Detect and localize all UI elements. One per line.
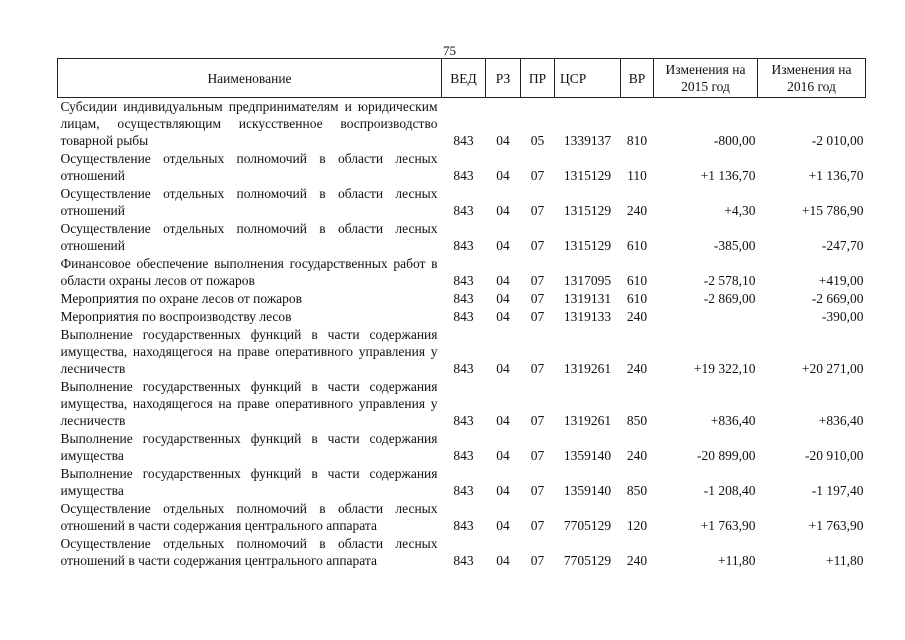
row-name: Мероприятия по воспроизводству лесов (60, 309, 292, 324)
row-change-2015: +1 763,90 (700, 518, 756, 533)
row-name: Выполнение государственных функций в части содержания имущества, находящегося на праве оперативного управления у лесничеств (60, 327, 438, 376)
row-change-2016: -2 010,00 (811, 133, 864, 148)
row-rz: 04 (496, 133, 510, 148)
row-csr: 1359140 (563, 448, 612, 463)
header-2016: Изменения на 2016 год (758, 59, 866, 98)
row-change-2015: +19 322,10 (693, 361, 756, 376)
row-change-2015: -800,00 (713, 133, 756, 148)
row-name: Выполнение государственных функций в части содержания имущества (60, 466, 438, 498)
row-vr: 240 (626, 553, 648, 568)
row-change-2016: +836,40 (818, 413, 864, 428)
row-csr: 7705129 (563, 553, 612, 568)
row-pr: 07 (530, 273, 545, 288)
row-change-2016: -390,00 (821, 309, 864, 324)
row-ved: 843 (453, 273, 474, 288)
row-vr: 240 (626, 203, 648, 218)
row-csr: 1319131 (563, 291, 612, 306)
row-pr: 07 (530, 483, 545, 498)
row-csr: 1315129 (563, 238, 612, 253)
row-pr: 07 (530, 448, 545, 463)
table-row (58, 534, 866, 569)
row-ved: 843 (453, 291, 474, 306)
row-csr: 1339137 (563, 133, 612, 148)
row-csr: 1319261 (563, 413, 612, 428)
table-row (58, 184, 866, 219)
row-ved: 843 (453, 203, 474, 218)
table-row (58, 464, 866, 499)
row-change-2015: +1 136,70 (700, 168, 756, 183)
row-vr: 810 (626, 133, 648, 148)
header-vr: ВР (621, 59, 654, 98)
row-name: Осуществление отдельных полномочий в области лесных отношений (60, 186, 438, 218)
row-change-2015 (654, 307, 758, 325)
row-csr: 1315129 (563, 203, 612, 218)
table-row (58, 429, 866, 464)
row-csr: 7705129 (563, 518, 612, 533)
row-pr: 07 (530, 238, 545, 253)
row-ved: 843 (453, 361, 474, 376)
row-change-2015: +836,40 (710, 413, 756, 428)
row-vr: 610 (626, 291, 648, 306)
row-csr: 1319133 (563, 309, 612, 324)
row-name: Осуществление отдельных полномочий в области лесных отношений в части содержания центрального аппарата (60, 501, 438, 533)
row-vr: 240 (626, 448, 648, 463)
row-change-2015: +4,30 (724, 203, 756, 218)
table-row (58, 307, 866, 325)
row-change-2016: -1 197,40 (811, 483, 864, 498)
header-pr: ПР (521, 59, 555, 98)
row-rz: 04 (496, 273, 510, 288)
row-csr: 1319261 (563, 361, 612, 376)
row-name: Финансовое обеспечение выполнения государственных работ в области охраны лесов от пожаров (60, 256, 438, 288)
row-rz: 04 (496, 553, 510, 568)
row-change-2016: +1 136,70 (808, 168, 864, 183)
row-rz: 04 (496, 483, 510, 498)
row-change-2016: -2 669,00 (811, 291, 864, 306)
row-pr: 07 (530, 203, 545, 218)
row-change-2015: -385,00 (713, 238, 756, 253)
row-pr: 07 (530, 361, 545, 376)
row-change-2015: +11,80 (718, 553, 756, 568)
header-name: Наименование (58, 59, 442, 98)
row-vr: 610 (626, 238, 648, 253)
row-change-2015: -20 899,00 (697, 448, 756, 463)
row-ved: 843 (453, 483, 474, 498)
table-row (58, 325, 866, 377)
table-row (58, 377, 866, 429)
row-rz: 04 (496, 361, 510, 376)
row-pr: 07 (530, 413, 545, 428)
row-change-2016: +419,00 (818, 273, 864, 288)
row-ved: 843 (453, 309, 474, 324)
row-change-2015: -1 208,40 (703, 483, 756, 498)
header-csr: ЦСР (555, 59, 621, 98)
table-row (58, 219, 866, 254)
row-pr: 07 (530, 291, 545, 306)
table-row (58, 98, 866, 150)
row-rz: 04 (496, 238, 510, 253)
row-change-2016: +11,80 (826, 553, 864, 568)
row-ved: 843 (453, 553, 474, 568)
table-row (58, 254, 866, 289)
row-vr: 850 (626, 483, 648, 498)
row-ved: 843 (453, 518, 474, 533)
table-row (58, 149, 866, 184)
header-ved: ВЕД (442, 59, 486, 98)
row-name: Осуществление отдельных полномочий в области лесных отношений в части содержания центрального аппарата (60, 536, 438, 568)
row-rz: 04 (496, 203, 510, 218)
row-name: Субсидии индивидуальным предпринимателям и юридическим лицам, осуществляющим искусственное воспроизводство товарной рыбы (60, 99, 438, 148)
row-ved: 843 (453, 448, 474, 463)
row-change-2015: -2 578,10 (703, 273, 756, 288)
row-change-2016: +15 786,90 (801, 203, 864, 218)
row-rz: 04 (496, 291, 510, 306)
row-vr: 610 (626, 273, 648, 288)
row-pr: 07 (530, 553, 545, 568)
row-change-2016: +1 763,90 (808, 518, 864, 533)
row-vr: 240 (626, 361, 648, 376)
row-ved: 843 (453, 413, 474, 428)
row-rz: 04 (496, 518, 510, 533)
row-ved: 843 (453, 238, 474, 253)
row-name: Осуществление отдельных полномочий в области лесных отношений (60, 151, 438, 183)
row-name: Мероприятия по охране лесов от пожаров (60, 291, 303, 306)
page-number: 75 (443, 43, 456, 58)
row-change-2016: -247,70 (821, 238, 864, 253)
table-body (58, 98, 866, 570)
table-row (58, 289, 866, 307)
table-header (58, 59, 866, 98)
row-change-2016: +20 271,00 (801, 361, 864, 376)
row-vr: 110 (627, 168, 647, 183)
row-name: Выполнение государственных функций в части содержания имущества (60, 431, 438, 463)
row-pr: 07 (530, 309, 545, 324)
row-change-2016: -20 910,00 (805, 448, 864, 463)
row-csr: 1359140 (563, 483, 612, 498)
row-pr: 07 (530, 168, 545, 183)
row-pr: 07 (530, 518, 545, 533)
row-vr: 120 (626, 518, 648, 533)
table-row (58, 499, 866, 534)
header-2015: Изменения на 2015 год (654, 59, 758, 98)
row-csr: 1317095 (563, 273, 612, 288)
row-name: Осуществление отдельных полномочий в области лесных отношений (60, 221, 438, 253)
row-rz: 04 (496, 413, 510, 428)
row-rz: 04 (496, 168, 510, 183)
row-name: Выполнение государственных функций в части содержания имущества, находящегося на праве оперативного управления у лесничеств (60, 379, 438, 428)
row-ved: 843 (453, 133, 474, 148)
budget-changes-table (57, 58, 866, 569)
row-rz: 04 (496, 448, 510, 463)
row-change-2015: -2 869,00 (703, 291, 756, 306)
row-csr: 1315129 (563, 168, 612, 183)
row-vr: 240 (626, 309, 648, 324)
header-rz: РЗ (486, 59, 521, 98)
row-rz: 04 (496, 309, 510, 324)
row-pr: 05 (530, 133, 545, 148)
row-vr: 850 (626, 413, 648, 428)
row-ved: 843 (453, 168, 474, 183)
